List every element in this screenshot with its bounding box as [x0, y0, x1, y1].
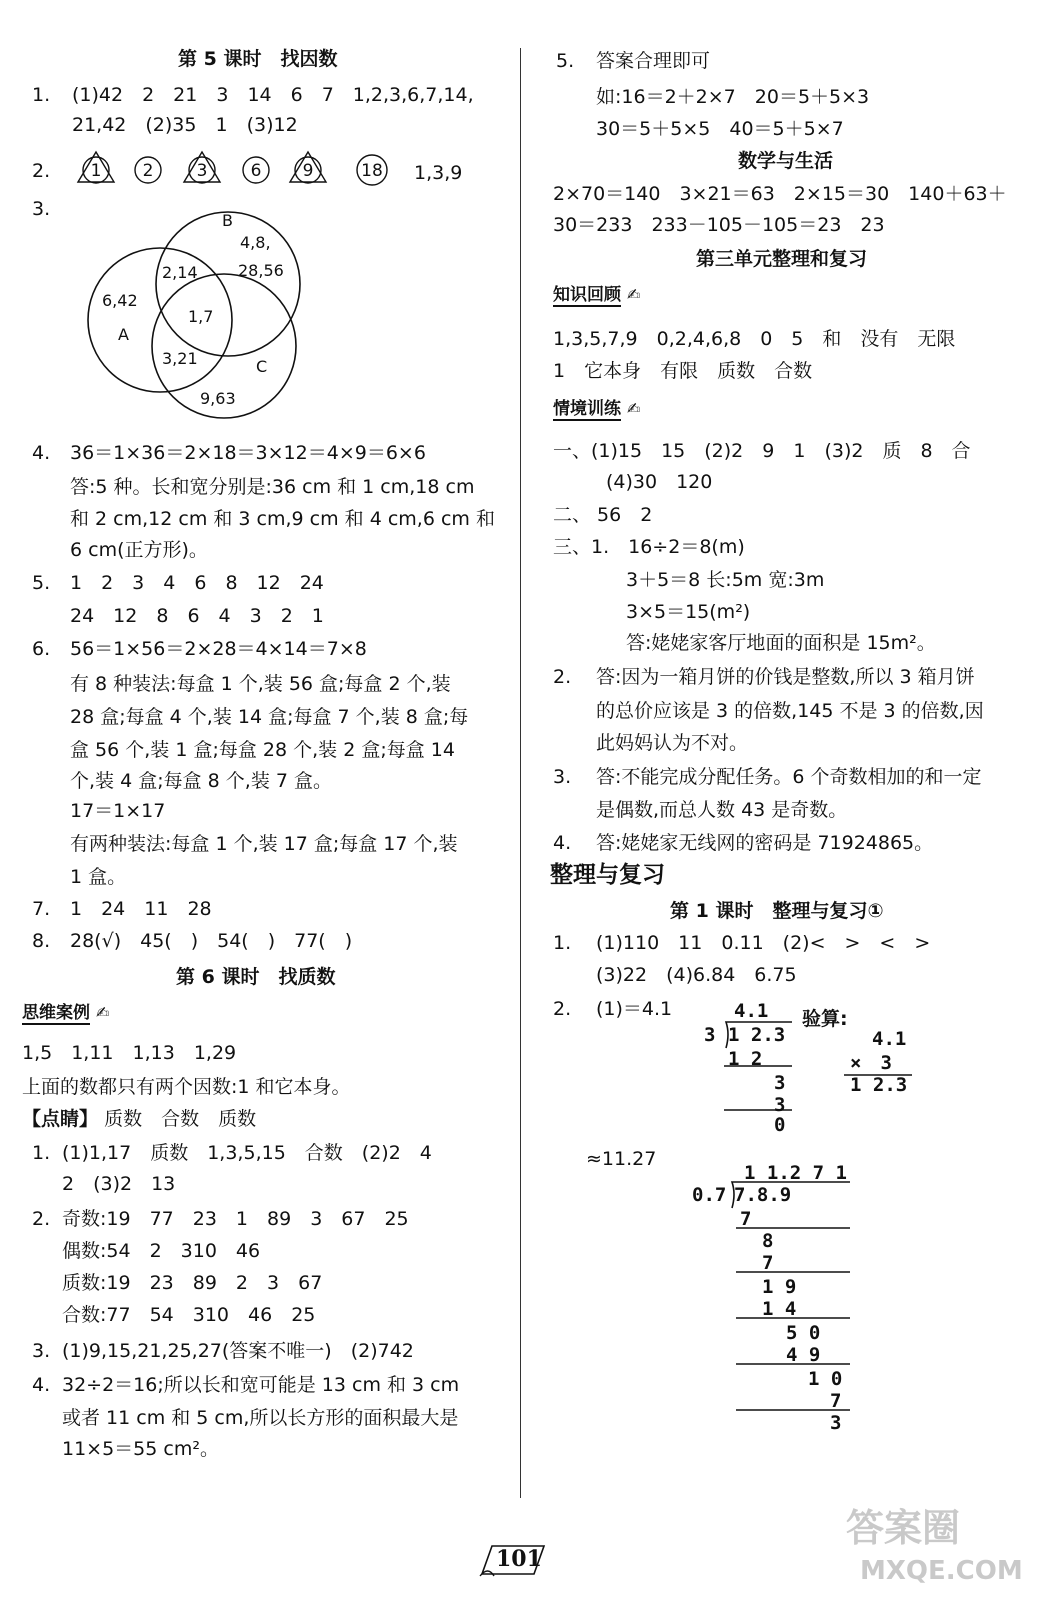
q1-line1: (1)42 2 21 3 14 6 7 1,2,3,6,7,14,: [72, 84, 474, 106]
circled-3: 3: [196, 161, 208, 181]
div2-row2: 8: [762, 1230, 774, 1252]
p2-line3: 质数:19 23 89 2 3 67: [62, 1272, 323, 1294]
q6-line6: 17＝1×17: [70, 800, 166, 822]
t5-number: 3.: [553, 766, 572, 788]
t2-answer: 二、 56 2: [553, 504, 653, 526]
r5-line3: 30＝5＋5×5 40＝5＋5×7: [596, 118, 844, 140]
p4-number: 4.: [32, 1374, 51, 1396]
q5-line1: 1 2 3 4 6 8 12 24: [70, 572, 324, 594]
q4-line3: 和 2 cm,12 cm 和 3 cm,9 cm 和 4 cm,6 cm 和: [70, 508, 495, 530]
q4-line2: 答:5 种。长和宽分别是:36 cm 和 1 cm,18 cm: [70, 476, 475, 498]
q2-answer: 1,3,9: [414, 162, 463, 184]
s1-line1: (1)110 11 0.11 (2)< > < >: [596, 932, 931, 954]
venn-a-only: 6,42: [102, 291, 138, 310]
p3-number: 3.: [32, 1340, 51, 1362]
div2-row1: 7: [740, 1208, 752, 1230]
venn-diagram: [80, 196, 310, 428]
t6-answer: 答:姥姥家无线网的密码是 71924865。: [596, 832, 934, 854]
div2-row5: 1 4: [762, 1298, 797, 1320]
section-train-label: 情境训练: [553, 399, 621, 419]
venn-circle-b: [156, 212, 300, 356]
think-line1: 1,5 1,11 1,13 1,29: [22, 1042, 237, 1064]
div2-row8: 1 0: [808, 1368, 843, 1390]
circled-18: 18: [361, 161, 383, 181]
t1-line1: 一、(1)15 15 (2)2 9 1 (3)2 质 8 合: [553, 440, 971, 462]
t5-line1: 答:不能完成分配任务。6 个奇数相加的和一定: [596, 766, 982, 788]
t3-line3: 3×5＝15(m²): [626, 601, 751, 623]
circled-9: 9: [302, 161, 314, 181]
book-icon: ✍: [95, 1003, 110, 1022]
column-divider: [520, 48, 521, 1498]
div1-row1: 1 2: [728, 1048, 763, 1070]
t3-line2: 3＋5＝8 长:5m 宽:3m: [626, 569, 825, 591]
q6-line5: 个,装 4 盒;每盒 8 个,装 7 盒。: [70, 770, 332, 792]
section-knowledge-review: [553, 282, 640, 308]
div2-lines: [722, 1178, 854, 1418]
t4-line1: 答:因为一箱月饼的价钱是整数,所以 3 箱月饼: [596, 666, 975, 688]
q3-number: 3.: [32, 198, 51, 220]
p4-line2: 或者 11 cm 和 5 cm,所以长方形的面积最大是: [62, 1407, 459, 1429]
r5-number: 5.: [556, 50, 575, 72]
dianjing-text: 质数 合数 质数: [104, 1108, 257, 1130]
div1-divisor: 3: [704, 1024, 716, 1046]
q6-number: 6.: [32, 638, 51, 660]
math-life-title: 数学与生活: [738, 150, 834, 172]
venn-c-only: 9,63: [200, 389, 236, 408]
p2-line1: 奇数:19 77 23 1 89 3 67 25: [62, 1208, 409, 1230]
r5-line2: 如:16＝2＋2×7 20＝5＋5×3: [596, 86, 870, 108]
mul1-b: × 3: [850, 1052, 892, 1074]
review-line1: 1,3,5,7,9 0,2,4,6,8 0 5 和 没有 无限: [553, 328, 956, 350]
approx-answer: ≈11.27: [586, 1148, 657, 1170]
q2-number: 2.: [32, 160, 51, 182]
t3-line4: 答:姥姥家客厅地面的面积是 15m²。: [626, 632, 936, 654]
review-section-title: 整理与复习: [550, 862, 665, 888]
lesson5-title: 第 5 课时 找因数: [178, 48, 338, 70]
q6-line8: 1 盒。: [70, 866, 127, 888]
s1-line2: (3)22 (4)6.84 6.75: [596, 964, 797, 986]
p1-line1: (1)1,17 质数 1,3,5,15 合数 (2)2 4: [62, 1142, 432, 1164]
q8-answer: 28(√) 45( ) 54( ) 77( ): [70, 930, 353, 952]
section-situation-training: [553, 396, 640, 422]
q4-number: 4.: [32, 442, 51, 464]
s2-line1: (1)＝4.1: [596, 998, 673, 1020]
div1-row4: 0: [774, 1114, 786, 1136]
s2-number: 2.: [553, 998, 572, 1020]
q2-circled-numbers: [72, 140, 392, 190]
t4-line2: 的总价应该是 3 的倍数,145 不是 3 的倍数,因: [596, 700, 984, 722]
section-review-label: 知识回顾: [553, 285, 621, 305]
q6-line1: 56＝1×56＝2×28＝4×14＝7×8: [70, 638, 367, 660]
watermark-url: MXQE.COM: [860, 1556, 1023, 1586]
venn-ab: 2,14: [162, 263, 198, 282]
div2-row6: 5 0: [786, 1322, 821, 1344]
t4-line3: 此妈妈认为不对。: [596, 732, 749, 754]
div1-lines: [716, 1018, 796, 1118]
div1-row3: 3: [774, 1094, 786, 1116]
venn-b-only-1: 4,8,: [240, 233, 271, 252]
book-icon: ✍: [626, 285, 641, 304]
div2-row7: 4 9: [786, 1344, 821, 1366]
div2-row3: 7: [762, 1252, 774, 1274]
q6-line2: 有 8 种装法:每盒 1 个,装 56 盒;每盒 2 个,装: [70, 673, 451, 695]
p1-number: 1.: [32, 1142, 51, 1164]
p4-line3: 11×5＝55 cm²。: [62, 1438, 219, 1460]
dianjing-tag: 【点睛】: [22, 1108, 99, 1130]
life-line2: 30＝233 233－105－105＝23 23: [553, 214, 885, 236]
think-line3: [22, 1106, 256, 1132]
lesson6-title: 第 6 课时 找质数: [176, 966, 336, 988]
div2-dividend: 7.8.9: [734, 1184, 792, 1206]
q4-line1: 36＝1×36＝2×18＝3×12＝4×9＝6×6: [70, 442, 426, 464]
q7-number: 7.: [32, 898, 51, 920]
venn-label-c: C: [256, 357, 268, 376]
p1-line2: 2 (3)2 13: [62, 1173, 176, 1195]
venn-ac: 3,21: [162, 349, 198, 368]
t1-line2: (4)30 120: [606, 471, 713, 493]
verify-label: 验算:: [802, 1008, 848, 1030]
venn-label-b: B: [222, 211, 233, 230]
s1-number: 1.: [553, 932, 572, 954]
section-think-label: 思维案例: [22, 1003, 90, 1023]
div2-quotient: 1 1.2 7 1: [744, 1162, 847, 1184]
t3-line1: 三、1. 16÷2＝8(m): [553, 536, 745, 558]
q1-number: 1.: [32, 84, 51, 106]
book-icon: ✍: [626, 399, 641, 418]
circled-1: 1: [90, 161, 102, 181]
watermark-logo: 答案圈: [846, 1506, 961, 1550]
q6-line3: 28 盒;每盒 4 个,装 14 盒;每盒 7 个,装 8 盒;每: [70, 706, 469, 728]
circled-6: 6: [250, 161, 262, 181]
venn-b-only-2: 28,56: [238, 261, 284, 280]
div1-row2: 3: [774, 1072, 786, 1094]
page-number: 101: [496, 1546, 542, 1572]
lesson1-title: 第 1 课时 整理与复习①: [670, 900, 884, 922]
q4-line4: 6 cm(正方形)。: [70, 539, 208, 561]
div2-divisor: 0.7: [692, 1184, 727, 1206]
circled-2: 2: [142, 161, 154, 181]
mul1-product: 1 2.3: [850, 1074, 908, 1096]
p2-number: 2.: [32, 1208, 51, 1230]
t6-number: 4.: [553, 832, 572, 854]
life-line1: 2×70＝140 3×21＝63 2×15＝30 140＋63＋: [553, 183, 1007, 205]
q6-line4: 盒 56 个,装 1 盒;每盒 28 个,装 2 盒;每盒 14: [70, 739, 455, 761]
div1-dividend: 1 2.3: [728, 1024, 786, 1046]
q7-answer: 1 24 11 28: [70, 898, 212, 920]
section-think-case: [22, 1000, 109, 1026]
unit3-title: 第三单元整理和复习: [696, 248, 868, 270]
q5-number: 5.: [32, 572, 51, 594]
think-line2: 上面的数都只有两个因数:1 和它本身。: [22, 1076, 351, 1098]
t4-number: 2.: [553, 666, 572, 688]
div2-row10: 3: [830, 1412, 842, 1434]
div2-row4: 1 9: [762, 1276, 797, 1298]
q1-line2: 21,42 (2)35 1 (3)12: [72, 114, 298, 136]
p3-answer: (1)9,15,21,25,27(答案不唯一) (2)742: [62, 1340, 414, 1362]
q5-line2: 24 12 8 6 4 3 2 1: [70, 605, 324, 627]
mul1-a: 4.1: [872, 1028, 907, 1050]
venn-label-a: A: [118, 325, 129, 344]
r5-line1: 答案合理即可: [596, 50, 711, 72]
review-line2: 1 它本身 有限 质数 合数: [553, 360, 813, 382]
page-number-badge: [478, 1540, 548, 1580]
q6-line7: 有两种装法:每盒 1 个,装 17 盒;每盒 17 个,装: [70, 833, 458, 855]
div2-row9: 7: [830, 1390, 842, 1412]
p4-line1: 32÷2＝16;所以长和宽可能是 13 cm 和 3 cm: [62, 1374, 460, 1396]
div1-quotient: 4.1: [734, 1000, 769, 1022]
p2-line2: 偶数:54 2 310 46: [62, 1240, 261, 1262]
q8-number: 8.: [32, 930, 51, 952]
p2-line4: 合数:77 54 310 46 25: [62, 1304, 316, 1326]
venn-abc: 1,7: [188, 307, 214, 326]
t5-line2: 是偶数,而总人数 43 是奇数。: [596, 799, 848, 821]
